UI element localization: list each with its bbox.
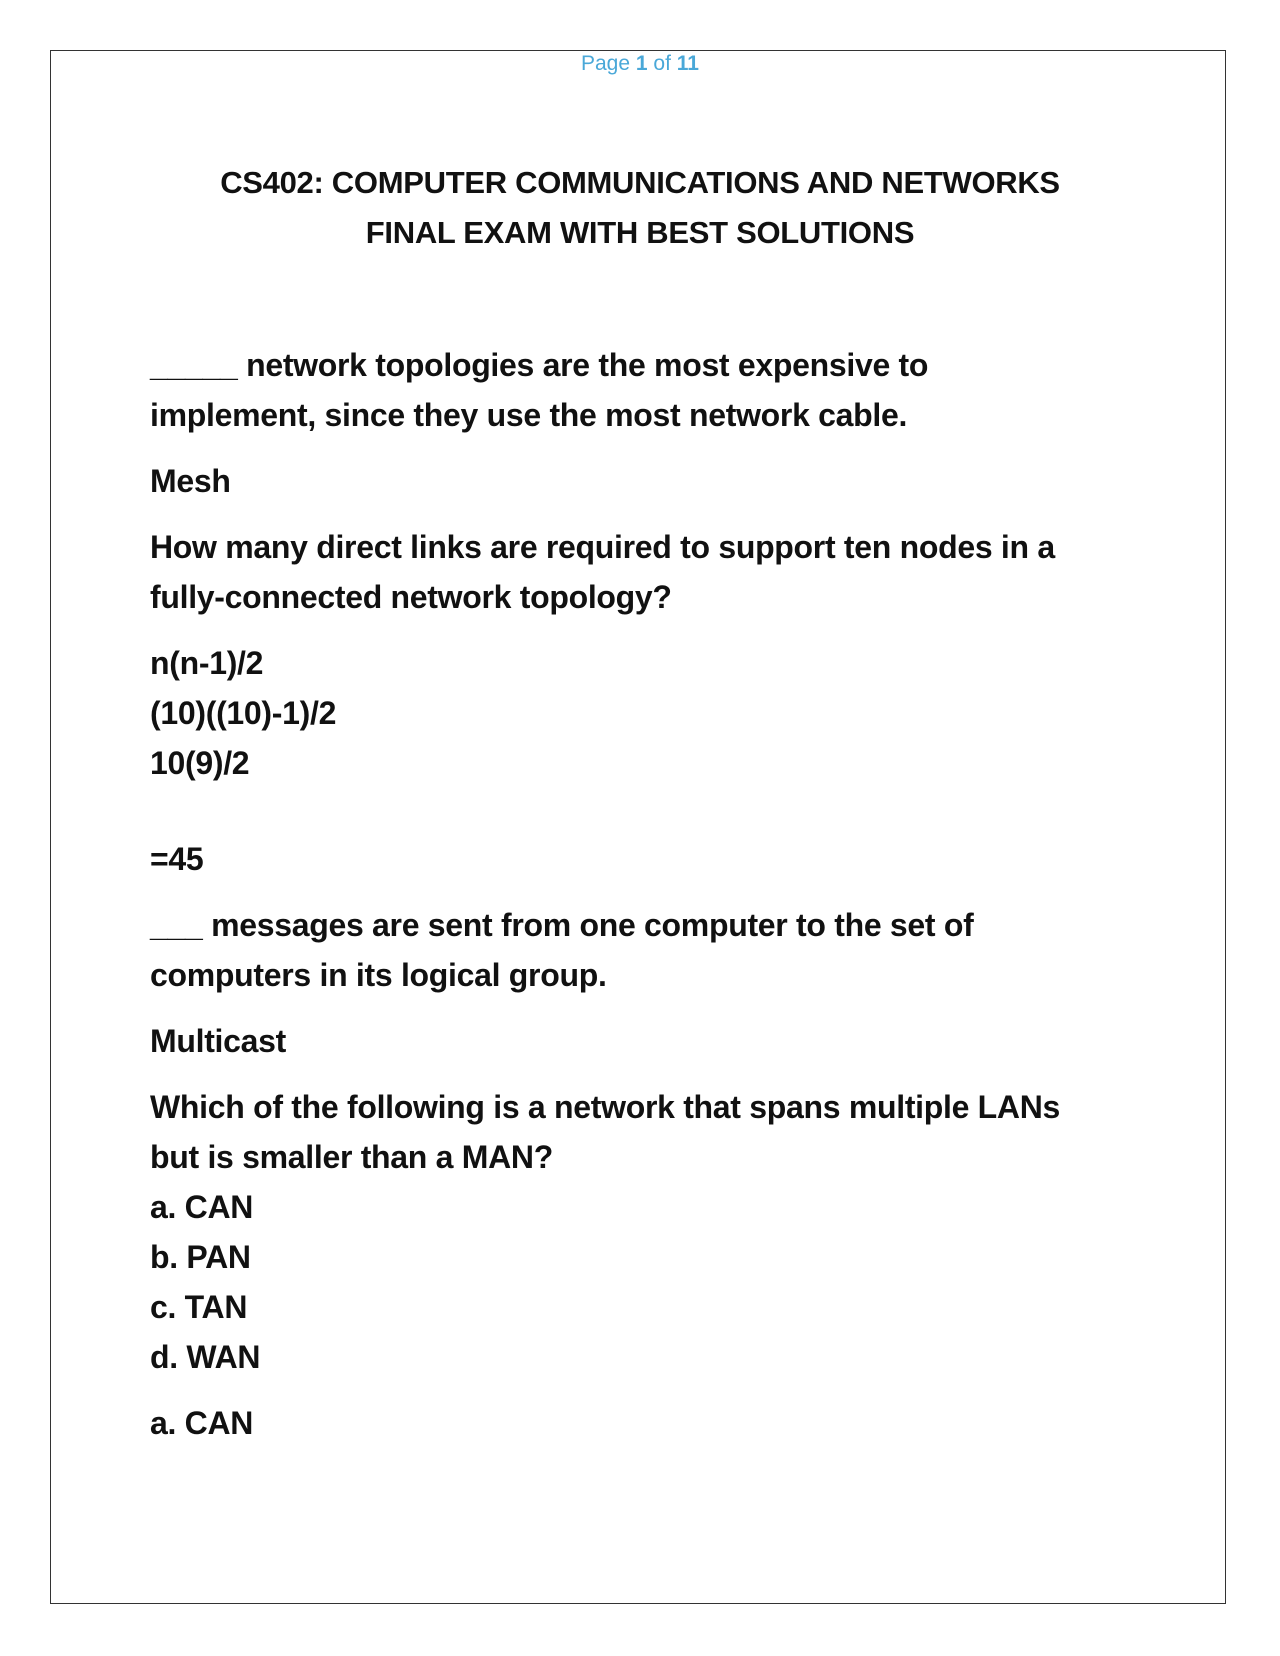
question-4 xyxy=(150,1082,1110,1182)
answer-2: =45 xyxy=(150,841,204,877)
title-line-2: FINAL EXAM WITH BEST SOLUTIONS xyxy=(365,215,915,250)
option-b: b. PAN xyxy=(150,1239,251,1275)
question-4-options xyxy=(150,1182,1110,1382)
work-step-1: n(n-1)/2 xyxy=(150,645,264,681)
title-line-1: CS402: COMPUTER COMMUNICATIONS AND NETWORKS xyxy=(220,165,1060,200)
answer-2-work xyxy=(150,638,1110,788)
question-3-line-2: computers in its logical group. xyxy=(150,957,607,993)
total-pages-number: 11 xyxy=(676,52,699,75)
work-step-2: (10)((10)-1)/2 xyxy=(150,695,337,731)
exam-content xyxy=(150,340,1110,1448)
question-2-line-2: fully-connected network topology? xyxy=(150,579,672,615)
page-counter xyxy=(0,52,1280,76)
work-step-3: 10(9)/2 xyxy=(150,745,250,781)
answer-4: a. CAN xyxy=(150,1405,254,1441)
question-3 xyxy=(150,900,1110,1000)
question-4-line-2: but is smaller than a MAN? xyxy=(150,1139,553,1175)
current-page-number: 1 xyxy=(635,52,648,75)
question-2 xyxy=(150,522,1110,622)
question-4-line-1: Which of the following is a network that spans multiple LANs xyxy=(150,1089,1061,1125)
question-1-line-2: implement, since they use the most network cable. xyxy=(150,397,908,433)
answer-3: Multicast xyxy=(150,1023,286,1059)
option-d: d. WAN xyxy=(150,1339,261,1375)
question-1 xyxy=(150,340,1110,440)
document-title xyxy=(0,158,1280,258)
question-2-line-1: How many direct links are required to support ten nodes in a xyxy=(150,529,1055,565)
answer-1: Mesh xyxy=(150,463,231,499)
of-label: of xyxy=(653,52,671,75)
question-3-line-1: ___ messages are sent from one computer to the set of xyxy=(150,907,974,943)
question-1-line-1: _____ network topologies are the most expensive to xyxy=(150,347,929,383)
page-label: Page xyxy=(581,52,631,75)
option-c: c. TAN xyxy=(150,1289,248,1325)
option-a: a. CAN xyxy=(150,1189,254,1225)
